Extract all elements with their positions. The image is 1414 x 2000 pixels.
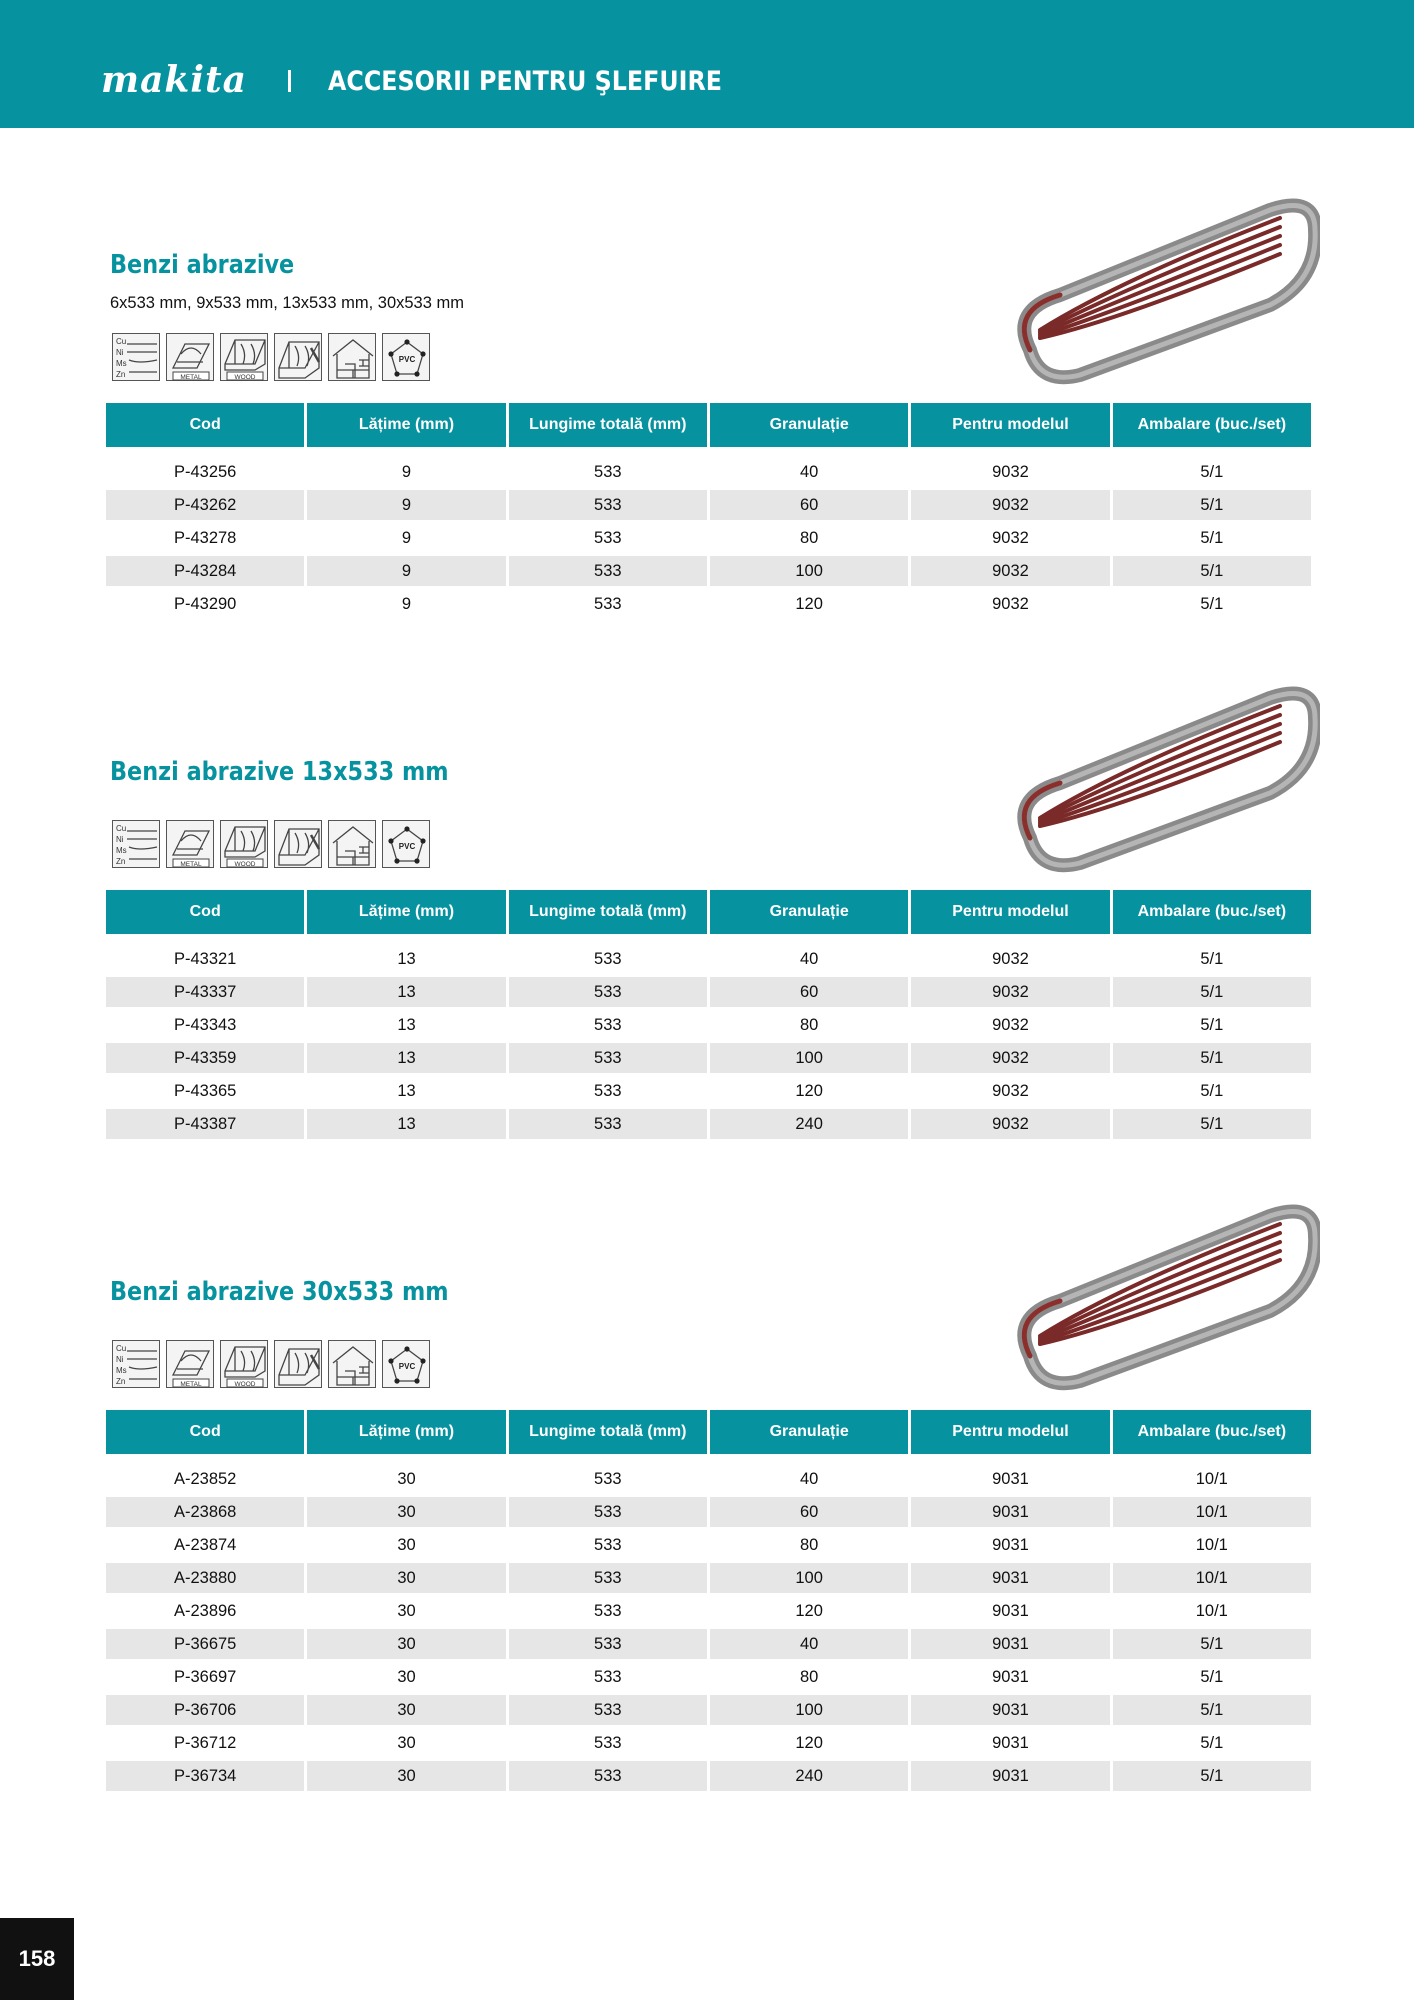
svg-text:METAL: METAL (180, 1381, 202, 1388)
pvc-icon (382, 820, 430, 868)
table-cell: 9 (307, 589, 505, 622)
column-header: Granulație (710, 890, 908, 944)
svg-text:PVC: PVC (398, 1362, 416, 1371)
metal-icon (166, 333, 214, 381)
table-row (106, 1010, 1311, 1043)
table-cell: 13 (307, 977, 505, 1010)
table-cell: 533 (509, 977, 707, 1010)
table-cell: P-43359 (106, 1043, 304, 1076)
table-cell: 40 (710, 944, 908, 977)
metal-icon (166, 820, 214, 868)
section-title: Benzi abrazive (110, 250, 295, 280)
table-row (106, 1497, 1311, 1530)
table-row (106, 523, 1311, 556)
table-cell: 100 (710, 1695, 908, 1728)
page-title: ACCESORII PENTRU ŞLEFUIRE (328, 66, 723, 97)
table-cell: 533 (509, 1728, 707, 1761)
section-title: Benzi abrazive 30x533 mm (110, 1277, 449, 1307)
svg-text:Cu: Cu (116, 1344, 127, 1353)
table-cell: 533 (509, 1464, 707, 1497)
table-cell: P-43387 (106, 1109, 304, 1142)
table-row (106, 589, 1311, 622)
wood-icon (220, 820, 268, 868)
column-header: Cod (106, 1410, 304, 1464)
table-cell: 240 (710, 1761, 908, 1794)
table-cell: 100 (710, 556, 908, 589)
table-cell: 9032 (911, 589, 1109, 622)
table-cell: 40 (710, 457, 908, 490)
table-cell: 533 (509, 1497, 707, 1530)
table-cell: 80 (710, 1530, 908, 1563)
table-cell: 533 (509, 1662, 707, 1695)
section-subtitle: 6x533 mm, 9x533 mm, 13x533 mm, 30x533 mm (110, 294, 464, 312)
brick-wall-icon (328, 333, 376, 381)
material-icons (112, 820, 430, 868)
product-table (103, 403, 1314, 622)
column-header: Cod (106, 890, 304, 944)
svg-text:PVC: PVC (398, 355, 416, 364)
table-cell: P-43343 (106, 1010, 304, 1043)
table-cell: 60 (710, 977, 908, 1010)
table-header-row (106, 890, 1311, 944)
table-cell: 533 (509, 589, 707, 622)
metals-cu-ni-ms-zn-icon (112, 820, 160, 868)
column-header: Ambalare (buc./set) (1113, 1410, 1311, 1464)
table-cell: 533 (509, 457, 707, 490)
table-row (106, 1043, 1311, 1076)
table-cell: 60 (710, 490, 908, 523)
table-cell: 9 (307, 490, 505, 523)
column-header: Lățime (mm) (307, 890, 505, 944)
table-row (106, 1563, 1311, 1596)
table-cell: 5/1 (1113, 556, 1311, 589)
table-cell: P-43321 (106, 944, 304, 977)
table-cell: A-23880 (106, 1563, 304, 1596)
svg-text:PVC: PVC (398, 842, 416, 851)
column-header: Pentru modelul (911, 403, 1109, 457)
svg-text:Cu: Cu (116, 824, 127, 833)
svg-text:Zn: Zn (116, 1377, 126, 1386)
column-header: Lungime totală (mm) (509, 1410, 707, 1464)
table-row (106, 977, 1311, 1010)
table-cell: 9031 (911, 1662, 1109, 1695)
header-separator (288, 70, 291, 92)
page-header (0, 0, 1414, 128)
table-cell: 9032 (911, 490, 1109, 523)
table-cell: 9032 (911, 1043, 1109, 1076)
table-cell: 30 (307, 1761, 505, 1794)
table-row (106, 556, 1311, 589)
table-row (106, 1662, 1311, 1695)
table-cell: A-23868 (106, 1497, 304, 1530)
svg-text:Ni: Ni (116, 348, 124, 357)
table-cell: 9031 (911, 1761, 1109, 1794)
table-cell: 533 (509, 944, 707, 977)
table-cell: 5/1 (1113, 1728, 1311, 1761)
table-cell: 533 (509, 490, 707, 523)
table-cell: P-36734 (106, 1761, 304, 1794)
table-row (106, 944, 1311, 977)
column-header: Granulație (710, 1410, 908, 1464)
table-cell: 5/1 (1113, 1076, 1311, 1109)
column-header: Ambalare (buc./set) (1113, 403, 1311, 457)
sanding-belt-image (1000, 678, 1320, 888)
table-cell: 533 (509, 1596, 707, 1629)
metals-cu-ni-ms-zn-icon (112, 333, 160, 381)
table-cell: 533 (509, 1629, 707, 1662)
table-row (106, 490, 1311, 523)
table-cell: P-43290 (106, 589, 304, 622)
table-row (106, 1530, 1311, 1563)
table-cell: 9 (307, 523, 505, 556)
table-cell: 80 (710, 1010, 908, 1043)
table-row (106, 457, 1311, 490)
svg-text:Cu: Cu (116, 337, 127, 346)
pvc-icon (382, 1340, 430, 1388)
table-cell: 5/1 (1113, 1043, 1311, 1076)
table-cell: 533 (509, 1695, 707, 1728)
table-cell: 9031 (911, 1695, 1109, 1728)
material-icons (112, 1340, 430, 1388)
table-cell: 30 (307, 1695, 505, 1728)
table-cell: 9031 (911, 1728, 1109, 1761)
table-cell: 40 (710, 1629, 908, 1662)
column-header: Lungime totală (mm) (509, 403, 707, 457)
column-header: Ambalare (buc./set) (1113, 890, 1311, 944)
table-row (106, 1596, 1311, 1629)
page-number: 158 (0, 1918, 74, 2000)
table-cell: 30 (307, 1629, 505, 1662)
table-cell: 100 (710, 1043, 908, 1076)
column-header: Lățime (mm) (307, 403, 505, 457)
wood-cut-icon (274, 820, 322, 868)
table-row (106, 1761, 1311, 1794)
table-cell: 30 (307, 1563, 505, 1596)
table-cell: 9031 (911, 1464, 1109, 1497)
table-cell: 120 (710, 589, 908, 622)
table-cell: 5/1 (1113, 457, 1311, 490)
sanding-belt-image (1000, 1196, 1320, 1406)
table-cell: 533 (509, 1109, 707, 1142)
table-cell: P-36712 (106, 1728, 304, 1761)
table-cell: 9031 (911, 1563, 1109, 1596)
table-cell: P-43278 (106, 523, 304, 556)
table-cell: 10/1 (1113, 1497, 1311, 1530)
column-header: Lățime (mm) (307, 1410, 505, 1464)
table-cell: 13 (307, 944, 505, 977)
table-row (106, 1464, 1311, 1497)
table-cell: 9032 (911, 977, 1109, 1010)
table-cell: 9032 (911, 1109, 1109, 1142)
table-cell: P-43284 (106, 556, 304, 589)
table-cell: 9032 (911, 457, 1109, 490)
table-cell: P-36675 (106, 1629, 304, 1662)
table-cell: 9032 (911, 556, 1109, 589)
svg-text:Zn: Zn (116, 370, 126, 379)
table-cell: 5/1 (1113, 1662, 1311, 1695)
table-cell: 9 (307, 457, 505, 490)
table-cell: 5/1 (1113, 1629, 1311, 1662)
table-cell: 10/1 (1113, 1563, 1311, 1596)
table-cell: 9032 (911, 1076, 1109, 1109)
wood-icon (220, 1340, 268, 1388)
table-row (106, 1109, 1311, 1142)
svg-text:METAL: METAL (180, 374, 202, 381)
table-cell: 80 (710, 1662, 908, 1695)
table-cell: 30 (307, 1728, 505, 1761)
table-cell: 80 (710, 523, 908, 556)
table-cell: 13 (307, 1010, 505, 1043)
table-cell: 10/1 (1113, 1596, 1311, 1629)
brick-wall-icon (328, 1340, 376, 1388)
table-cell: 5/1 (1113, 523, 1311, 556)
svg-text:Ni: Ni (116, 835, 124, 844)
table-cell: 9032 (911, 944, 1109, 977)
table-cell: 5/1 (1113, 1109, 1311, 1142)
sanding-belt-image (1000, 190, 1320, 400)
svg-text:Ms: Ms (116, 1366, 127, 1375)
table-cell: 13 (307, 1109, 505, 1142)
table-cell: 533 (509, 556, 707, 589)
table-row (106, 1728, 1311, 1761)
table-cell: P-43365 (106, 1076, 304, 1109)
product-table (103, 890, 1314, 1142)
svg-text:Zn: Zn (116, 857, 126, 866)
table-cell: 240 (710, 1109, 908, 1142)
table-cell: 533 (509, 1761, 707, 1794)
wood-cut-icon (274, 333, 322, 381)
table-cell: 5/1 (1113, 1761, 1311, 1794)
table-cell: 533 (509, 1076, 707, 1109)
table-cell: 30 (307, 1497, 505, 1530)
column-header: Pentru modelul (911, 890, 1109, 944)
material-icons (112, 333, 430, 381)
table-cell: 10/1 (1113, 1464, 1311, 1497)
section-title: Benzi abrazive 13x533 mm (110, 757, 449, 787)
svg-text:METAL: METAL (180, 861, 202, 868)
table-cell: 533 (509, 523, 707, 556)
table-cell: 533 (509, 1530, 707, 1563)
wood-icon (220, 333, 268, 381)
table-cell: A-23852 (106, 1464, 304, 1497)
table-cell: 60 (710, 1497, 908, 1530)
table-cell: A-23874 (106, 1530, 304, 1563)
pvc-icon (382, 333, 430, 381)
table-cell: 9031 (911, 1629, 1109, 1662)
table-header-row (106, 403, 1311, 457)
table-cell: 9031 (911, 1530, 1109, 1563)
table-cell: 120 (710, 1596, 908, 1629)
table-cell: A-23896 (106, 1596, 304, 1629)
table-cell: P-43262 (106, 490, 304, 523)
table-cell: 9 (307, 556, 505, 589)
table-cell: 9031 (911, 1497, 1109, 1530)
table-cell: 9031 (911, 1596, 1109, 1629)
svg-text:Ni: Ni (116, 1355, 124, 1364)
table-cell: 40 (710, 1464, 908, 1497)
table-cell: P-36706 (106, 1695, 304, 1728)
metal-icon (166, 1340, 214, 1388)
table-cell: 10/1 (1113, 1530, 1311, 1563)
svg-text:WOOD: WOOD (234, 1381, 256, 1388)
table-row (106, 1076, 1311, 1109)
wood-cut-icon (274, 1340, 322, 1388)
table-cell: 9032 (911, 1010, 1109, 1043)
table-cell: 13 (307, 1043, 505, 1076)
svg-text:Ms: Ms (116, 359, 127, 368)
table-cell: 30 (307, 1530, 505, 1563)
table-cell: 30 (307, 1662, 505, 1695)
column-header: Cod (106, 403, 304, 457)
table-cell: P-43256 (106, 457, 304, 490)
table-cell: 100 (710, 1563, 908, 1596)
svg-text:Ms: Ms (116, 846, 127, 855)
column-header: Pentru modelul (911, 1410, 1109, 1464)
makita-logo: makita (101, 59, 247, 101)
metals-cu-ni-ms-zn-icon (112, 1340, 160, 1388)
table-cell: 5/1 (1113, 490, 1311, 523)
table-row (106, 1629, 1311, 1662)
table-cell: 5/1 (1113, 1010, 1311, 1043)
table-cell: 533 (509, 1010, 707, 1043)
table-cell: 120 (710, 1728, 908, 1761)
table-cell: 5/1 (1113, 944, 1311, 977)
table-cell: 30 (307, 1596, 505, 1629)
product-table (103, 1410, 1314, 1794)
table-cell: P-36697 (106, 1662, 304, 1695)
table-cell: 5/1 (1113, 977, 1311, 1010)
table-cell: 30 (307, 1464, 505, 1497)
svg-text:WOOD: WOOD (234, 861, 256, 868)
table-cell: 9032 (911, 523, 1109, 556)
table-cell: 13 (307, 1076, 505, 1109)
table-cell: P-43337 (106, 977, 304, 1010)
column-header: Lungime totală (mm) (509, 890, 707, 944)
table-cell: 120 (710, 1076, 908, 1109)
table-row (106, 1695, 1311, 1728)
table-cell: 5/1 (1113, 589, 1311, 622)
brick-wall-icon (328, 820, 376, 868)
table-cell: 5/1 (1113, 1695, 1311, 1728)
table-cell: 533 (509, 1043, 707, 1076)
table-cell: 533 (509, 1563, 707, 1596)
column-header: Granulație (710, 403, 908, 457)
table-header-row (106, 1410, 1311, 1464)
svg-text:WOOD: WOOD (234, 374, 256, 381)
